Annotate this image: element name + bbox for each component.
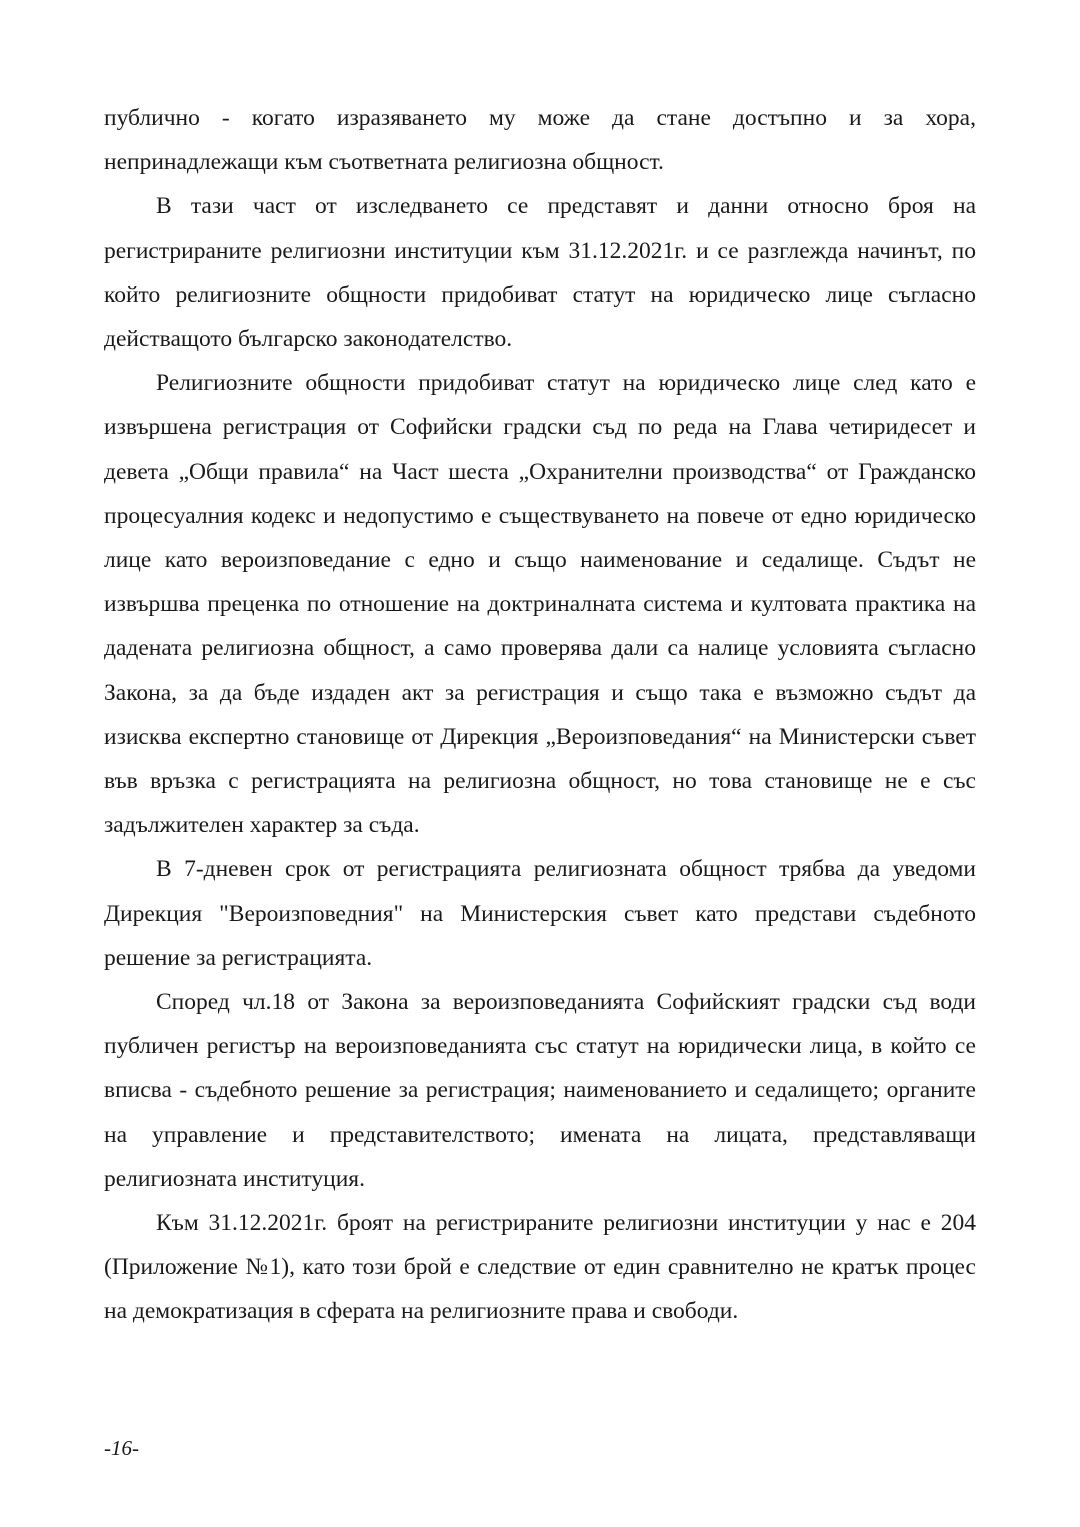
paragraph-institution-count: Към 31.12.2021г. броят на регистрираните религиозни институции у нас е 204 (Приложение №1), като този брой е следствие от един сравнително не кратък процес на демократизация в сферата на религиозните права и свободи. <box>104 1210 976 1325</box>
paragraph-continuation: публично - когато изразяването му може да стане достъпно и за хора, непринадлежащи към съответната религиозна общност. <box>104 105 976 176</box>
page-number: -16- <box>104 1436 139 1460</box>
paragraph-notification: В 7-дневен срок от регистрацията религиозната общност трябва да уведоми Дирекция "Вероизповедния" на Министерския съвет като представи съдебното решение за регистрацията. <box>104 856 976 971</box>
paragraph-legal-status: Религиозните общности придобиват статут на юридическо лице след като е извършена регистрация от Софийски градски съд по реда на Глава четиридесет и девета „Общи правила“ на Част шеста „Охранителни производства“ от Гражданско процесуалния кодекс и недопустимо е съществуването на повече от едно юридическо лице като вероизповедание с едно и също наименование и седалище. Съдът не извършва преценка по отношение на доктриналната система и култовата практика на дадената религиозна общност, а само проверява дали са налице условията съгласно Закона, за да бъде издаден акт за регистрация и също така е възможно съдът да изисква експертно становище от Дирекция „Вероизповедания“ на Министерски съвет във връзка с регистрацията на религиозна общност, но това становище не е със задължителен характер за съда. <box>104 370 976 839</box>
body-text <box>104 96 976 1334</box>
paragraph-public-register: Според чл.18 от Закона за вероизповеданията Софийският градски съд води публичен регистър на вероизповеданията със статут на юридически лица, в който се вписва - съдебното решение за регистрация; наименованието и седалището; органите на управление и представителството; имената на лицата, представляващи религиозната институция. <box>104 989 976 1192</box>
paragraph-registered-institutions: В тази част от изследването се представят и данни относно броя на регистрираните религиозни институции към 31.12.2021г. и се разглежда начинът, по който религиозните общности придобиват статут на юридическо лице съгласно действащото българско законодателство. <box>104 193 976 353</box>
